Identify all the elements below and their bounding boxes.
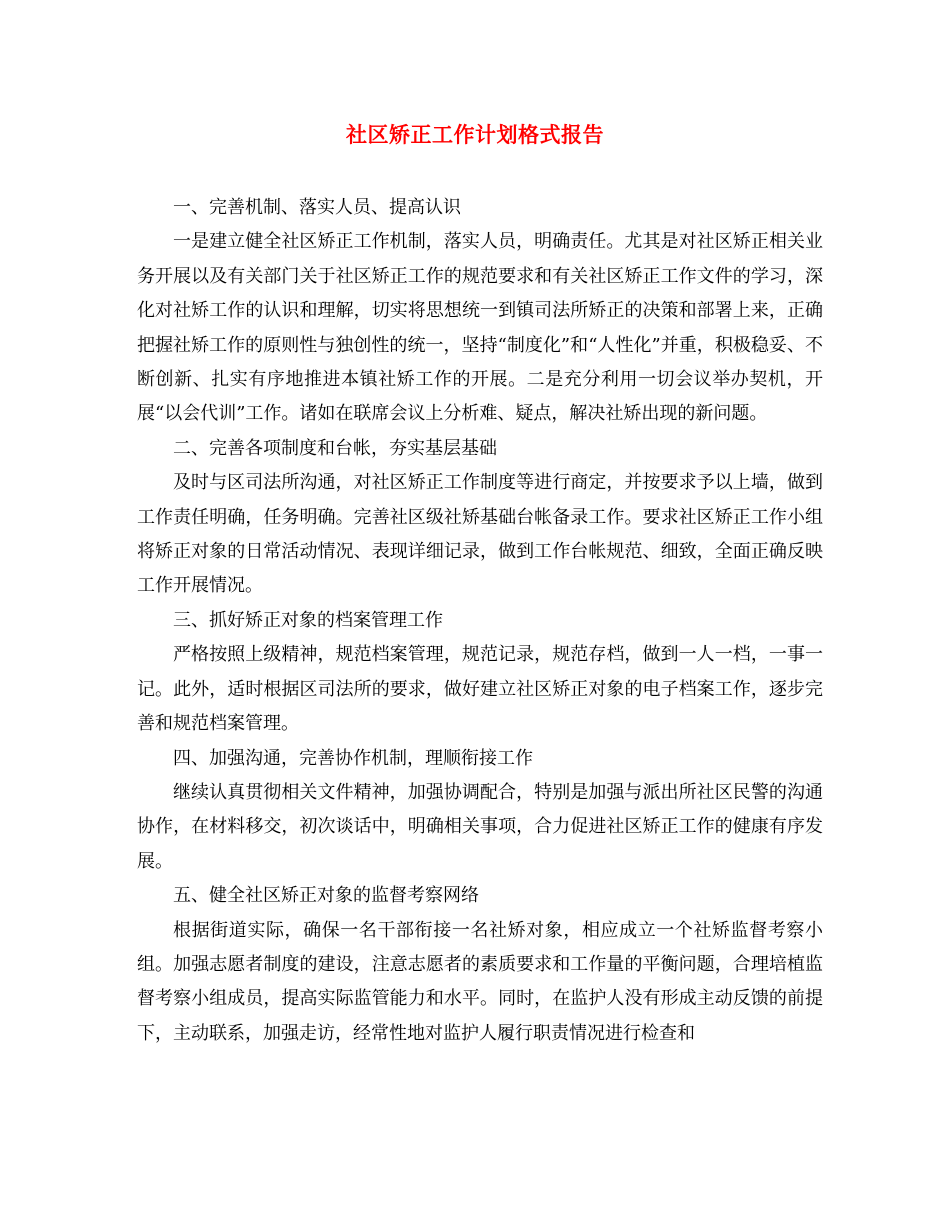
section-heading-1: 一、完善机制、落实人员、提高认识: [173, 197, 461, 218]
body-paragraph-5: 根据街道实际，确保一名干部衔接一名社矫对象，相应成立一个社矫监督考察小组。加强志愿者制度的建设，注意志愿者的素质要求和工作量的平衡问题，合理培植监督考察小组成员，提高实际监管能力和水平。同时，在监护人没有形成主动反馈的前提下，主动联系，加强走访，经常性地对监护人履行职责情况进行检查和: [137, 919, 823, 1044]
body-paragraph-4: 继续认真贯彻相关文件精神，加强协调配合，特别是加强与派出所社区民警的沟通协作，在材料移交，初次谈话中，明确相关事项，合力促进社区矫正工作的健康有序发展。: [137, 781, 823, 872]
document-body: [137, 191, 823, 1051]
body-paragraph-2: 及时与区司法所沟通，对社区矫正工作制度等进行商定，并按要求予以上墙，做到工作责任明确，任务明确。完善社区级社矫基础台帐备录工作。要求社区矫正工作小组将矫正对象的日常活动情况、表现详细记录，做到工作台帐规范、细致，全面正确反映工作开展情况。: [137, 472, 823, 597]
section-heading-3: 三、抓好矫正对象的档案管理工作: [173, 609, 443, 631]
section-heading-4: 四、加强沟通，完善协作机制，理顺衔接工作: [173, 747, 533, 769]
section-heading-5: 五、健全社区矫正对象的监督考察网络: [173, 885, 479, 907]
section-heading-2: 二、完善各项制度和台帐，夯实基层基础: [173, 437, 497, 459]
body-paragraph-1: 一是建立健全社区矫正工作机制，落实人员，明确责任。尤其是对社区矫正相关业务开展以及有关部门关于社区矫正工作的规范要求和有关社区矫正工作文件的学习，深化对社矫工作的认识和理解，切实将思想统一到镇司法所矫正的决策和部署上来，正确把握社矫工作的原则性与独创性的统一，坚持“制度化”和“人性化”并重，积极稳妥、不断创新、扎实有序地推进本镇社矫工作的开展。二是充分利用一切会议举办契机，开展“以会代训”工作。诸如在联席会议上分析难、疑点，解决社矫出现的新问题。: [137, 231, 823, 425]
body-paragraph-3: 严格按照上级精神，规范档案管理，规范记录，规范存档，做到一人一档，一事一记。此外，适时根据区司法所的要求，做好建立社区矫正对象的电子档案工作，逐步完善和规范档案管理。: [137, 644, 823, 735]
document-title: 社区矫正工作计划格式报告: [346, 122, 604, 147]
